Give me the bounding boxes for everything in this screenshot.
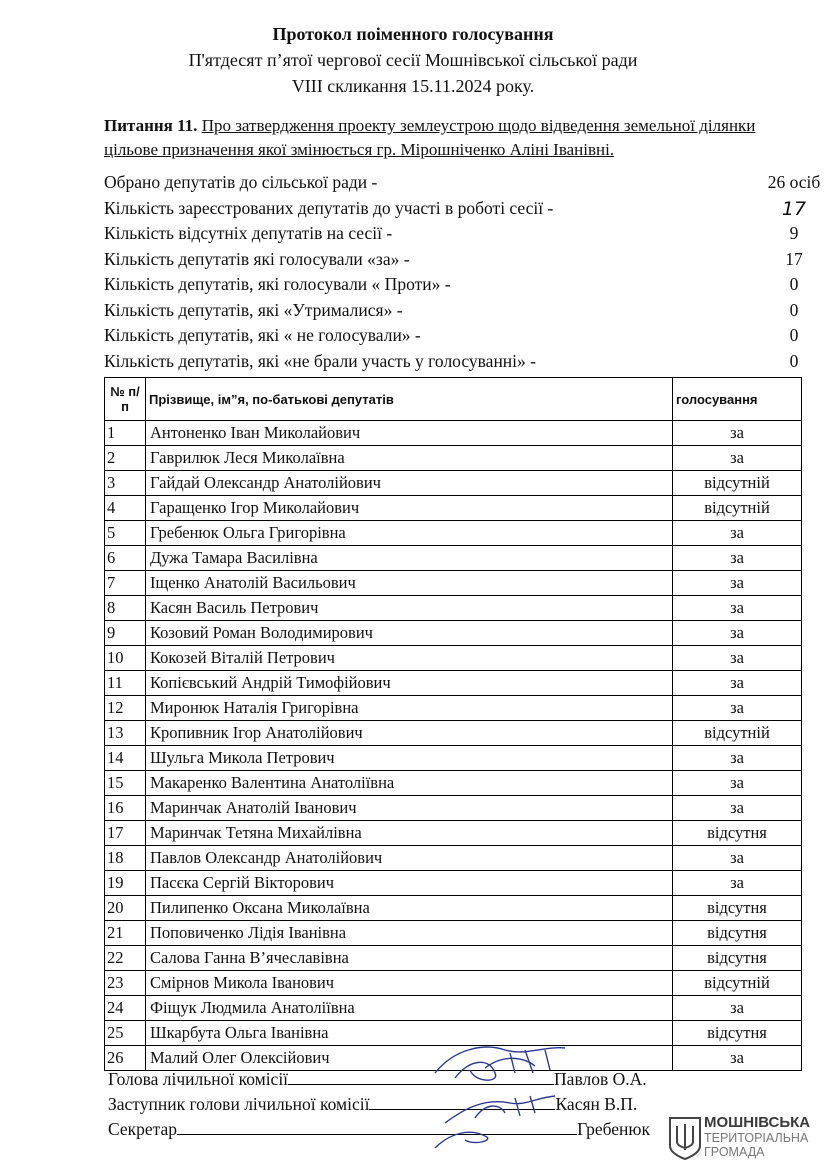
- deputy-name: Козовий Роман Володимирович: [146, 621, 673, 646]
- signature-name: Касян В.П.: [555, 1094, 638, 1114]
- row-number: 5: [105, 521, 146, 546]
- header-vote: голосування: [673, 378, 802, 421]
- row-number: 9: [105, 621, 146, 646]
- stat-label: Кількість депутатів, які « не голосували» -: [104, 325, 421, 345]
- vote-result: за: [673, 996, 802, 1021]
- row-number: 10: [105, 646, 146, 671]
- deputy-name: Кропивник Ігор Анатолійович: [146, 721, 673, 746]
- table-row: [105, 446, 802, 471]
- vote-result: за: [673, 1046, 802, 1071]
- row-number: 4: [105, 496, 146, 521]
- row-number: 19: [105, 871, 146, 896]
- deputy-name: Гаращенко Ігор Миколайович: [146, 496, 673, 521]
- deputy-name: Шкарбута Ольга Іванівна: [146, 1021, 673, 1046]
- signature-role: Секретар: [108, 1119, 178, 1139]
- row-number: 26: [105, 1046, 146, 1071]
- table-row: [105, 621, 802, 646]
- stat-row: [104, 249, 804, 275]
- row-number: 16: [105, 796, 146, 821]
- stat-value: 0: [789, 274, 799, 294]
- table-row: [105, 671, 802, 696]
- vote-result: за: [673, 846, 802, 871]
- stat-row: [104, 223, 804, 249]
- table-row: [105, 596, 802, 621]
- vote-result: відсутній: [673, 721, 802, 746]
- vote-result: за: [673, 671, 802, 696]
- row-number: 1: [105, 421, 146, 446]
- table-row: [105, 921, 802, 946]
- header-number: № п/п: [105, 378, 146, 421]
- stat-row: [104, 351, 804, 377]
- stat-value: 0: [789, 325, 799, 345]
- row-number: 25: [105, 1021, 146, 1046]
- convocation-line: VIII скликання 15.11.2024 року.: [291, 76, 535, 96]
- deputy-name: Дужа Тамара Василівна: [146, 546, 673, 571]
- deputy-name: Пилипенко Оксана Миколаївна: [146, 896, 673, 921]
- vote-result: за: [673, 571, 802, 596]
- deputy-name: Макаренко Валентина Анатоліївна: [146, 771, 673, 796]
- vote-result: відсутня: [673, 946, 802, 971]
- deputy-name: Гайдай Олександр Анатолійович: [146, 471, 673, 496]
- signature-name: Гребенюк: [577, 1119, 650, 1139]
- vote-result: за: [673, 446, 802, 471]
- document-title: Протокол поіменного голосування: [272, 24, 554, 44]
- vote-result: за: [673, 596, 802, 621]
- row-number: 12: [105, 696, 146, 721]
- stat-label: Кількість зареєстрованих депутатів до участі в роботі сесії -: [104, 197, 554, 218]
- table-row: [105, 746, 802, 771]
- question-label: Питання 11.: [104, 116, 198, 135]
- vote-result: за: [673, 646, 802, 671]
- vote-result: за: [673, 871, 802, 896]
- vote-statistics: [104, 172, 821, 376]
- table-row: [105, 646, 802, 671]
- stat-value: 17: [781, 197, 807, 220]
- deputy-name: Поповиченко Лідія Іванівна: [146, 921, 673, 946]
- vote-result: за: [673, 696, 802, 721]
- row-number: 2: [105, 446, 146, 471]
- stat-label: Обрано депутатів до сільської ради -: [104, 172, 378, 192]
- row-number: 21: [105, 921, 146, 946]
- logo-line-3: ГРОМАДА: [704, 1145, 765, 1159]
- stat-label: Кількість відсутніх депутатів на сесії -: [104, 223, 393, 243]
- stat-row: [104, 300, 804, 326]
- table-row: [105, 996, 802, 1021]
- vote-table: [104, 377, 802, 1071]
- stat-label: Кількість депутатів, які «Утрималися» -: [104, 299, 403, 320]
- stat-value: 0: [789, 299, 799, 320]
- vote-result: відсутня: [673, 896, 802, 921]
- deputy-name: Гребенюк Ольга Григорівна: [146, 521, 673, 546]
- vote-result: за: [673, 621, 802, 646]
- stat-row: [104, 274, 804, 300]
- vote-result: за: [673, 546, 802, 571]
- logo-line-2: ТЕРИТОРІАЛЬНА: [704, 1131, 809, 1145]
- stat-label: Кількість депутатів, які голосували « Проти» -: [104, 274, 451, 294]
- table-row: [105, 521, 802, 546]
- header-name: Прізвище, ім”я, по-батькові депутатів: [146, 378, 673, 421]
- table-row: [105, 696, 802, 721]
- signature-role: Заступник голови лічильної комісії: [108, 1094, 370, 1114]
- vote-result: за: [673, 421, 802, 446]
- stat-value: 17: [785, 248, 803, 269]
- trident-icon: [668, 1116, 702, 1160]
- table-header-row: [105, 378, 802, 421]
- vote-result: за: [673, 746, 802, 771]
- community-logo: [668, 1112, 818, 1164]
- stat-row: [104, 172, 821, 198]
- deputy-name: Гаврилюк Леся Миколаївна: [146, 446, 673, 471]
- stat-row: [104, 325, 804, 351]
- table-row: [105, 721, 802, 746]
- row-number: 14: [105, 746, 146, 771]
- vote-result: відсутній: [673, 971, 802, 996]
- table-row: [105, 796, 802, 821]
- deputy-name: Кокозей Віталій Петрович: [146, 646, 673, 671]
- vote-result: за: [673, 796, 802, 821]
- deputy-name: Смірнов Микола Іванович: [146, 971, 673, 996]
- stat-label: Кількість депутатів які голосували «за» -: [104, 248, 410, 269]
- deputy-name: Пасєка Сергій Вікторович: [146, 871, 673, 896]
- row-number: 20: [105, 896, 146, 921]
- table-row: [105, 496, 802, 521]
- signature-name: Павлов О.А.: [554, 1069, 647, 1089]
- deputy-name: Малий Олег Олексійович: [146, 1046, 673, 1071]
- table-row: [105, 946, 802, 971]
- logo-line-1: МОШНІВСЬКА: [704, 1114, 811, 1131]
- row-number: 18: [105, 846, 146, 871]
- row-number: 3: [105, 471, 146, 496]
- row-number: 23: [105, 971, 146, 996]
- deputy-name: Антоненко Іван Миколайович: [146, 421, 673, 446]
- row-number: 17: [105, 821, 146, 846]
- deputy-name: Фіщук Людмила Анатоліївна: [146, 996, 673, 1021]
- agenda-question: [104, 114, 804, 162]
- deputy-name: Касян Василь Петрович: [146, 596, 673, 621]
- table-row: [105, 871, 802, 896]
- question-text: Про затвердження проекту землеустрою щодо відведення земельної ділянки цільове призначення якої змінюється гр. Мірошніченко Аліні Іванівні.: [104, 116, 756, 159]
- table-row: [105, 571, 802, 596]
- deputy-name: Маринчак Анатолій Іванович: [146, 796, 673, 821]
- vote-result: за: [673, 521, 802, 546]
- table-row: [105, 546, 802, 571]
- handwritten-signatures: [415, 1028, 595, 1148]
- row-number: 6: [105, 546, 146, 571]
- row-number: 24: [105, 996, 146, 1021]
- table-row: [105, 471, 802, 496]
- vote-result: відсутня: [673, 821, 802, 846]
- stat-value: 9: [789, 223, 799, 243]
- vote-result: відсутній: [673, 471, 802, 496]
- deputy-name: Іщенко Анатолій Васильович: [146, 571, 673, 596]
- row-number: 13: [105, 721, 146, 746]
- vote-result: відсутній: [673, 496, 802, 521]
- vote-result: відсутня: [673, 1021, 802, 1046]
- table-row: [105, 771, 802, 796]
- deputy-name: Павлов Олександр Анатолійович: [146, 846, 673, 871]
- table-row: [105, 896, 802, 921]
- stat-value: 26 осіб: [767, 172, 821, 192]
- deputy-name: Миронюк Наталія Григорівна: [146, 696, 673, 721]
- table-row: [105, 421, 802, 446]
- stat-label: Кількість депутатів, які «не брали участь у голосуванні» -: [104, 350, 536, 371]
- deputy-name: Салова Ганна В’ячеславівна: [146, 946, 673, 971]
- table-row: [105, 821, 802, 846]
- vote-result: за: [673, 771, 802, 796]
- session-line: П'ятдесят п’ятої чергової сесії Мошнівської сільської ради: [188, 50, 638, 70]
- deputy-name: Шульга Микола Петрович: [146, 746, 673, 771]
- table-row: [105, 971, 802, 996]
- stat-row: [104, 197, 807, 224]
- deputy-name: Маринчак Тетяна Михайлівна: [146, 821, 673, 846]
- deputy-name: Копієвський Андрій Тимофійович: [146, 671, 673, 696]
- row-number: 22: [105, 946, 146, 971]
- signature-role: Голова лічильної комісії: [108, 1069, 289, 1089]
- row-number: 7: [105, 571, 146, 596]
- table-row: [105, 846, 802, 871]
- stat-value: 0: [789, 350, 799, 371]
- row-number: 15: [105, 771, 146, 796]
- vote-result: відсутня: [673, 921, 802, 946]
- row-number: 11: [105, 671, 146, 696]
- row-number: 8: [105, 596, 146, 621]
